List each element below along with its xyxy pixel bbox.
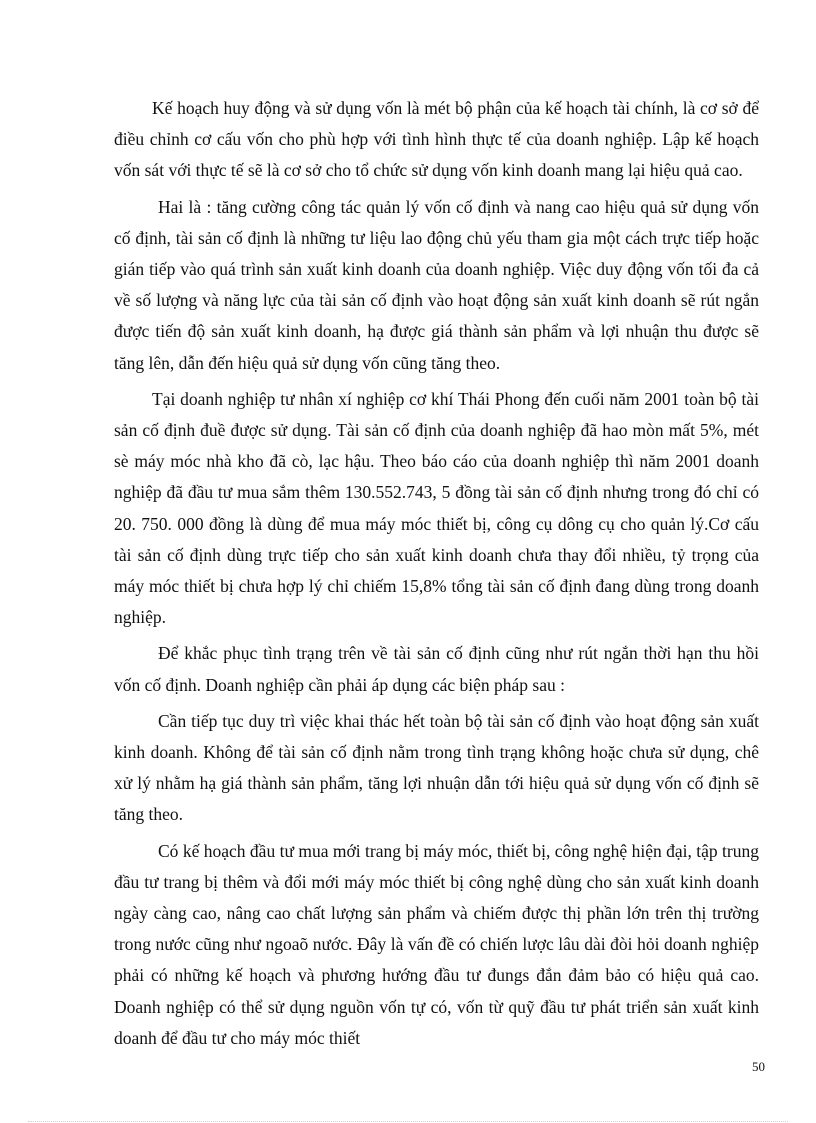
paragraph-thai-phong-assets: Tại doanh nghiệp tư nhân xí nghiệp cơ khí Thái Phong đến cuối năm 2001 toàn bộ tài sản cố định đuề được sử dụng. Tài sản cố định của doanh nghiệp đã hao mòn mất 5%, mét sè máy móc nhà kho đã cò, lạc hậu. Theo báo cáo của doanh nghiệp thì năm 2001 doanh nghiệp đã đầu tư mua sắm thêm 130.552.743, 5 đồng tài sản cố định nhưng trong đó chỉ có 20. 750. 000 đồng là dùng để mua máy móc thiết bị, công cụ dông cụ cho quản lý.Cơ cấu tài sản cố định dùng trực tiếp cho sản xuất kinh doanh chưa thay đổi nhiều, tỷ trọng của máy móc thiết bị chưa hợp lý chỉ chiếm 15,8% tổng tài sản cố định đang dùng trong doanh nghiệp.: [114, 388, 759, 628]
paragraph-investment-plan: Có kế hoạch đầu tư mua mới trang bị máy móc, thiết bị, công nghệ hiện đại, tập trung đầu tư trang bị thêm và đổi mới máy móc thiết bị công nghệ dùng cho sản xuất kinh doanh ngày càng cao, nâng cao chất lượng sản phẩm và chiếm được thị phần lớn trên thị trường trong nước cũng như ngoaõ nước. Đây là vấn đề có chiến lược lâu dài đòi hỏi doanh nghiệp phải có những kế hoạch và phương hướng đầu tư đungs đắn đảm bảo có hiệu quả cao. Doanh nghiệp có thể sử dụng nguồn vốn tự có, vốn từ quỹ đầu tư phát triển sản xuất kinh doanh để đầu tư cho máy móc thiết: [114, 840, 759, 1048]
page-number: 50: [752, 1059, 765, 1074]
body-text: [114, 93, 759, 1059]
paragraph-asset-exploitation: Cần tiếp tục duy trì việc khai thác hết toàn bộ tài sản cố định vào hoạt động sản xuất kinh doanh. Không để tài sản cố định nằm trong tình trạng không hoặc chưa sử dụng, chê xử lý nhằm hạ giá thành sản phẩm, tăng lợi nhuận dẫn tới hiệu quả sử dụng vốn cố định sẽ tăng theo.: [114, 710, 759, 825]
footer-divider: [28, 1121, 788, 1122]
paragraph-fixed-capital-management: Hai là : tăng cường công tác quản lý vốn cố định và nang cao hiệu quả sử dụng vốn cố định, tài sản cố định là những tư liệu lao động chủ yếu tham gia một cách trực tiếp hoặc gián tiếp vào quá trình sản xuất kinh doanh của doanh nghiệp. Việc duy động vốn tối đa cả về số lượng và năng lực của tài sản cố định vào hoạt động sản xuất kinh doanh sẽ rút ngắn được tiến độ sản xuất kinh doanh, hạ được giá thành sản phẩm và lợi nhuận thu được sẽ tăng lên, dẫn đến hiệu quả sử dụng vốn cũng tăng theo.: [114, 196, 759, 373]
paragraph-remedy-intro: Để khắc phục tình trạng trên về tài sản cố định cũng như rút ngắn thời hạn thu hồi vốn cố định. Doanh nghiệp cần phải áp dụng các biện pháp sau :: [114, 643, 759, 695]
paragraph-capital-plan: Kế hoạch huy động và sử dụng vốn là mét bộ phận của kế hoạch tài chính, là cơ sở để điều chỉnh cơ cấu vốn cho phù hợp với tình hình thực tế của doanh nghiệp. Lập kế hoạch vốn sát với thực tế sẽ là cơ sở cho tổ chức sử dụng vốn kinh doanh mang lại hiệu quả cao.: [114, 98, 759, 181]
